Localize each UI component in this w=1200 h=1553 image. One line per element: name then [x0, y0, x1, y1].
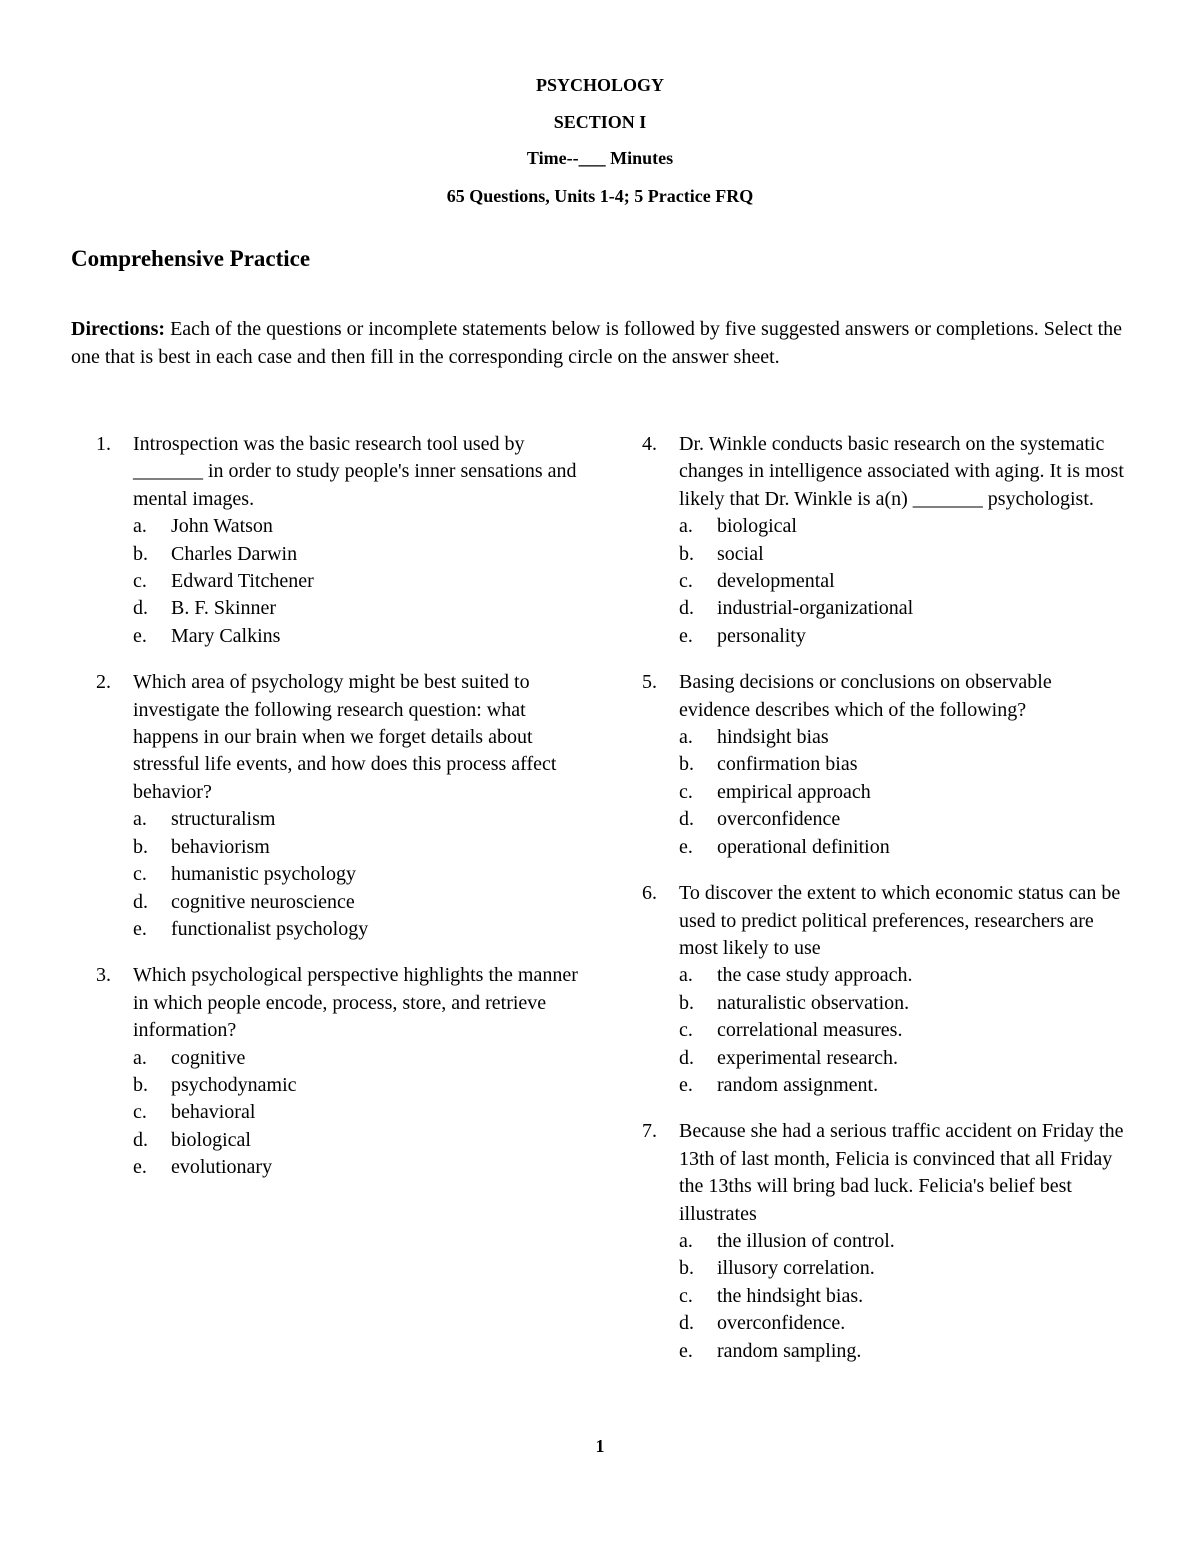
choice-letter: e.	[679, 835, 693, 858]
choice-letter: b.	[679, 991, 694, 1014]
choice-letter: d.	[679, 1046, 694, 1069]
choice-text: cognitive	[171, 1046, 246, 1069]
choice-letter: d.	[133, 890, 148, 913]
choice-text: industrial-organizational	[717, 597, 914, 620]
choice-letter: a.	[679, 964, 693, 987]
choice-text: confirmation bias	[717, 753, 858, 776]
choice-text: illusory correlation.	[717, 1257, 875, 1280]
choice-letter: c.	[679, 1284, 693, 1307]
choice-text: John Watson	[171, 515, 273, 538]
choice-letter: d.	[679, 1312, 694, 1335]
answer-choice	[679, 1283, 1127, 1310]
choice-text: behavioral	[171, 1101, 256, 1124]
choice-text: personality	[717, 624, 806, 647]
answer-choices	[133, 806, 586, 943]
choice-text: random assignment.	[717, 1073, 879, 1096]
answer-choice	[679, 1045, 1127, 1072]
answer-choice	[133, 861, 586, 888]
answer-choices	[679, 513, 1127, 650]
question-number: 1.	[96, 433, 111, 455]
question-text: Because she had a serious traffic accident on Friday the 13th of last month, Felicia is convinced that all Friday the 13ths will bring bad luck. Felicia's belief best illustrates	[679, 1120, 1124, 1225]
answer-choices	[679, 724, 1127, 861]
choice-text: Edward Titchener	[171, 570, 314, 593]
question-text: Dr. Winkle conducts basic research on the systematic changes in intelligence associated with aging. It is most likely that Dr. Winkle is a(n) _______ psychologist.	[679, 433, 1124, 510]
choice-letter: c.	[133, 863, 147, 886]
choice-text: overconfidence	[717, 808, 841, 831]
choice-text: the case study approach.	[717, 964, 913, 987]
choice-letter: a.	[133, 808, 147, 831]
answer-choice	[133, 595, 586, 622]
answer-choice	[679, 1338, 1127, 1365]
question-text: To discover the extent to which economic status can be used to predict political preferences, researchers are most likely to use	[679, 882, 1121, 959]
choice-text: social	[717, 542, 764, 565]
choice-letter: b.	[679, 1257, 694, 1280]
time-label: Time--___ Minutes	[526, 148, 674, 168]
choice-letter: b.	[133, 542, 148, 565]
answer-choice	[679, 1017, 1127, 1044]
answer-choice	[679, 1255, 1127, 1282]
answer-choice	[679, 779, 1127, 806]
choice-text: B. F. Skinner	[171, 597, 277, 620]
choice-letter: e.	[133, 624, 147, 647]
answer-choice	[679, 595, 1127, 622]
answer-choices	[679, 1228, 1127, 1365]
answer-choice	[679, 1072, 1127, 1099]
section-label: SECTION I	[553, 112, 647, 132]
answer-choice	[133, 834, 586, 861]
choice-letter: a.	[679, 1229, 693, 1252]
answer-choice	[133, 889, 586, 916]
question-text: Which area of psychology might be best suited to investigate the following research question: what happens in our brain when we forget details about stressful life events, and how does this process affect behavior?	[133, 671, 557, 803]
choice-text: correlational measures.	[717, 1019, 903, 1042]
answer-choice	[133, 568, 586, 595]
question-3	[96, 962, 586, 1181]
question-4	[642, 431, 1127, 650]
left-column	[96, 431, 586, 1182]
choice-text: behaviorism	[171, 835, 270, 858]
question-text: Basing decisions or conclusions on observable evidence describes which of the following?	[679, 671, 1052, 721]
choice-letter: b.	[133, 1073, 148, 1096]
choice-text: overconfidence.	[717, 1312, 846, 1335]
choice-text: structuralism	[171, 808, 276, 831]
answer-choice	[679, 1228, 1127, 1255]
choice-text: psychodynamic	[171, 1073, 297, 1096]
right-column	[642, 431, 1127, 1365]
practice-heading: Comprehensive Practice	[71, 246, 311, 271]
choice-letter: d.	[133, 1128, 148, 1151]
page-number: 1	[595, 1436, 605, 1456]
choice-letter: c.	[679, 1019, 693, 1042]
choice-letter: b.	[133, 835, 148, 858]
choice-text: empirical approach	[717, 780, 871, 803]
choice-text: cognitive neuroscience	[171, 890, 355, 913]
choice-letter: b.	[679, 542, 694, 565]
answer-choice	[679, 724, 1127, 751]
question-number: 4.	[642, 433, 657, 455]
directions	[71, 316, 1131, 371]
answer-choices	[133, 1045, 586, 1182]
choice-text: Mary Calkins	[171, 624, 281, 647]
answer-choice	[133, 541, 586, 568]
directions-label: Directions:	[71, 318, 166, 340]
choice-letter: e.	[679, 624, 693, 647]
choice-letter: e.	[679, 1073, 693, 1096]
choice-letter: a.	[679, 515, 693, 538]
choice-text: hindsight bias	[717, 726, 829, 749]
answer-choice	[133, 1072, 586, 1099]
choice-letter: a.	[133, 1046, 147, 1069]
choice-text: experimental research.	[717, 1046, 899, 1069]
answer-choice	[133, 1127, 586, 1154]
choice-letter: c.	[133, 1101, 147, 1124]
choice-text: operational definition	[717, 835, 890, 858]
choice-text: the illusion of control.	[717, 1229, 895, 1252]
answer-choice	[679, 568, 1127, 595]
choice-text: the hindsight bias.	[717, 1284, 864, 1307]
choice-letter: e.	[679, 1339, 693, 1362]
answer-choice	[133, 1099, 586, 1126]
answer-choice	[133, 623, 586, 650]
choice-text: biological	[171, 1128, 251, 1151]
answer-choice	[133, 1154, 586, 1181]
answer-choice	[133, 513, 586, 540]
choice-text: evolutionary	[171, 1156, 273, 1179]
answer-choice	[133, 806, 586, 833]
question-number: 2.	[96, 671, 111, 694]
choice-letter: c.	[679, 570, 693, 593]
answer-choice	[679, 623, 1127, 650]
answer-choice	[679, 541, 1127, 568]
answer-choice	[679, 751, 1127, 778]
choice-letter: c.	[679, 780, 693, 803]
choice-text: naturalistic observation.	[717, 991, 910, 1014]
choice-letter: c.	[133, 570, 147, 593]
answer-choice	[679, 962, 1127, 989]
question-5	[642, 669, 1127, 861]
question-2	[96, 669, 586, 943]
choice-letter: d.	[679, 808, 694, 831]
choice-text: developmental	[717, 570, 835, 593]
choice-letter: e.	[133, 1156, 147, 1179]
question-1	[96, 431, 586, 650]
question-6	[642, 880, 1127, 1099]
answer-choice	[133, 916, 586, 943]
answer-choice	[679, 806, 1127, 833]
choice-text: functionalist psychology	[171, 917, 369, 940]
choice-letter: b.	[679, 753, 694, 776]
choice-letter: a.	[679, 726, 693, 749]
question-7	[642, 1118, 1127, 1365]
choice-text: humanistic psychology	[171, 863, 356, 886]
questions-summary: 65 Questions, Units 1-4; 5 Practice FRQ	[446, 186, 754, 206]
question-number: 3.	[96, 964, 111, 987]
directions-text: Each of the questions or incomplete statements below is followed by five suggested answers or completions. Select the one that is best in each case and then fill in the corresponding circle on the answer sheet.	[71, 318, 1123, 368]
answer-choice	[679, 513, 1127, 540]
answer-choice	[679, 1310, 1127, 1337]
question-number: 7.	[642, 1120, 657, 1143]
answer-choices	[679, 962, 1127, 1099]
answer-choice	[133, 1045, 586, 1072]
choice-letter: d.	[679, 597, 694, 620]
choice-letter: a.	[133, 515, 147, 538]
question-number: 6.	[642, 882, 657, 905]
answer-choice	[679, 834, 1127, 861]
page-title: PSYCHOLOGY	[535, 75, 664, 95]
question-text: Introspection was the basic research tool used by _______ in order to study people's inner sensations and mental images.	[133, 433, 577, 510]
question-number: 5.	[642, 671, 657, 694]
choice-letter: d.	[133, 597, 148, 620]
choice-text: biological	[717, 515, 797, 538]
choice-letter: e.	[133, 917, 147, 940]
choice-text: random sampling.	[717, 1339, 862, 1362]
choice-text: Charles Darwin	[171, 542, 298, 565]
question-text: Which psychological perspective highlights the manner in which people encode, process, store, and retrieve information?	[133, 964, 578, 1042]
answer-choice	[679, 990, 1127, 1017]
answer-choices	[133, 513, 586, 650]
